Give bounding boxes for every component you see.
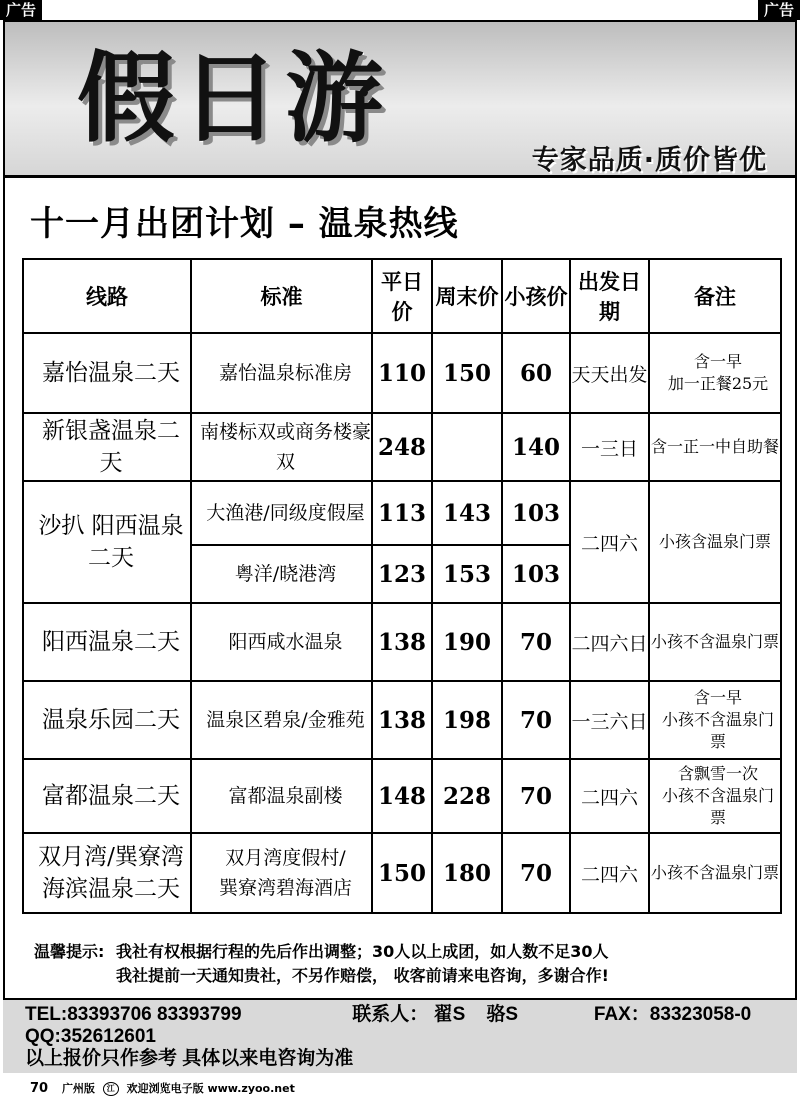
- note-cell: 小孩不含温泉门票: [649, 833, 781, 913]
- banner-title: 假日游: [77, 42, 390, 156]
- disclaimer: 以上报价只作参考 具体以来电咨询为准: [25, 1048, 354, 1069]
- dates-cell: 二四六: [570, 481, 649, 603]
- child-price-cell: 70: [502, 759, 570, 833]
- standard-cell: 嘉怡温泉标准房: [191, 333, 372, 413]
- standard-cell: 南楼标双或商务楼豪双: [191, 413, 372, 481]
- publisher-logo-icon: 江: [103, 1082, 119, 1096]
- contact-row: [25, 1004, 797, 1026]
- tips-line: 我社提前一天通知贵社，不另作赔偿， 收客前请来电咨询，多谢合作!: [116, 966, 609, 985]
- tips-text: 我社有权根据行程的先后作出调整；30人以上成团，如人数不足30人: [116, 942, 609, 961]
- weekday-price-cell: 150: [372, 833, 432, 913]
- page-number: 70: [30, 1081, 49, 1096]
- page-footer: [30, 1080, 295, 1096]
- table-row: [23, 759, 781, 833]
- dates-cell: 天天出发: [570, 333, 649, 413]
- note-line: 含飘雪一次: [677, 764, 758, 783]
- table-row: [23, 833, 781, 913]
- table-row: [23, 681, 781, 759]
- weekday-price-cell: 148: [372, 759, 432, 833]
- note-cell: [649, 759, 781, 833]
- qq-row: QQ:352612601: [25, 1026, 156, 1047]
- note-cell: [649, 681, 781, 759]
- route-cell: 新银盏温泉二天: [23, 413, 191, 481]
- footer-welcome: 欢迎浏览电子版 www.zyoo.net: [126, 1082, 295, 1095]
- contact-names: 翟S 骆S: [433, 1004, 519, 1025]
- child-price-cell: 70: [502, 681, 570, 759]
- table-header-row: [23, 259, 781, 333]
- weekday-price-cell: 138: [372, 681, 432, 759]
- section-title: 十一月出团计划 – 温泉热线: [30, 204, 459, 244]
- weekday-price-cell: 138: [372, 603, 432, 681]
- standard-cell: 温泉区碧泉/金雅苑: [191, 681, 372, 759]
- standard-cell: 大渔港/同级度假屋: [191, 481, 372, 545]
- table-row: [23, 333, 781, 413]
- phone-numbers: TEL:83393706 83393799: [25, 1004, 242, 1025]
- dates-cell: 一三六日: [570, 681, 649, 759]
- header-weekend-price: 周末价: [432, 259, 502, 333]
- banner-slogan: 专家品质·质价皆优: [531, 145, 767, 176]
- standard-line: 双月湾度假村/: [225, 847, 346, 869]
- header-child-price: 小孩价: [502, 259, 570, 333]
- route-cell: [23, 833, 191, 913]
- header-departure-dates: 出发日期: [570, 259, 649, 333]
- weekend-price-cell: 180: [432, 833, 502, 913]
- tips-block: [34, 940, 774, 988]
- route-cell: 阳西温泉二天: [23, 603, 191, 681]
- fax-number: FAX：83323058-0: [593, 1004, 752, 1025]
- note-cell: [649, 333, 781, 413]
- weekday-price-cell: 110: [372, 333, 432, 413]
- standard-cell: 粤洋/晓港湾: [191, 545, 372, 603]
- child-price-cell: 103: [502, 545, 570, 603]
- route-line: 双月湾/巽寮湾: [38, 844, 184, 870]
- route-cell: 嘉怡温泉二天: [23, 333, 191, 413]
- route-line: 海滨温泉二天: [42, 876, 180, 902]
- route-cell: 富都温泉二天: [23, 759, 191, 833]
- note-line: 加一正餐25元: [667, 374, 769, 393]
- child-price-cell: 60: [502, 333, 570, 413]
- edition-label: 广州版: [61, 1082, 95, 1095]
- note-line: 小孩不含温泉门票: [661, 710, 774, 751]
- dates-cell: 二四六日: [570, 603, 649, 681]
- header-notes: 备注: [649, 259, 781, 333]
- ad-tag-right: 广告: [758, 0, 800, 20]
- weekend-price-cell: 228: [432, 759, 502, 833]
- note-cell: 含一正一中自助餐: [649, 413, 781, 481]
- weekend-price-cell: 190: [432, 603, 502, 681]
- header-weekday-price: 平日价: [372, 259, 432, 333]
- note-line: 含一早: [693, 688, 742, 707]
- standard-cell: 富都温泉副楼: [191, 759, 372, 833]
- standard-cell: [191, 833, 372, 913]
- weekday-price-cell: 123: [372, 545, 432, 603]
- weekday-price-cell: 113: [372, 481, 432, 545]
- route-cell: 温泉乐园二天: [23, 681, 191, 759]
- header-route: 线路: [23, 259, 191, 333]
- child-price-cell: 103: [502, 481, 570, 545]
- route-price-table: [22, 258, 782, 914]
- contact-label: 联系人：: [352, 1004, 429, 1025]
- note-line: 小孩不含温泉门票: [661, 786, 774, 827]
- ad-tag-left: 广告: [0, 0, 42, 20]
- tips-line: [34, 940, 774, 964]
- dates-cell: 二四六: [570, 759, 649, 833]
- note-cell: 小孩含温泉门票: [649, 481, 781, 603]
- tips-label: 温馨提示:: [34, 942, 105, 961]
- standard-cell: 阳西咸水温泉: [191, 603, 372, 681]
- table-row: [23, 603, 781, 681]
- child-price-cell: 70: [502, 603, 570, 681]
- weekend-price-cell: 143: [432, 481, 502, 545]
- weekday-price-cell: 248: [372, 413, 432, 481]
- standard-line: 巽寮湾碧海酒店: [218, 877, 352, 899]
- contact-bar: [3, 998, 797, 1073]
- note-cell: 小孩不含温泉门票: [649, 603, 781, 681]
- weekend-price-cell: [432, 413, 502, 481]
- dates-cell: 二四六: [570, 833, 649, 913]
- child-price-cell: 140: [502, 413, 570, 481]
- route-cell: 沙扒 阳西温泉二天: [23, 481, 191, 603]
- table-row: [23, 481, 781, 545]
- weekend-price-cell: 198: [432, 681, 502, 759]
- header-standard: 标准: [191, 259, 372, 333]
- child-price-cell: 70: [502, 833, 570, 913]
- note-line: 含一早: [693, 352, 742, 371]
- banner: [3, 20, 797, 178]
- weekend-price-cell: 153: [432, 545, 502, 603]
- table-row: [23, 413, 781, 481]
- weekend-price-cell: 150: [432, 333, 502, 413]
- dates-cell: 一三日: [570, 413, 649, 481]
